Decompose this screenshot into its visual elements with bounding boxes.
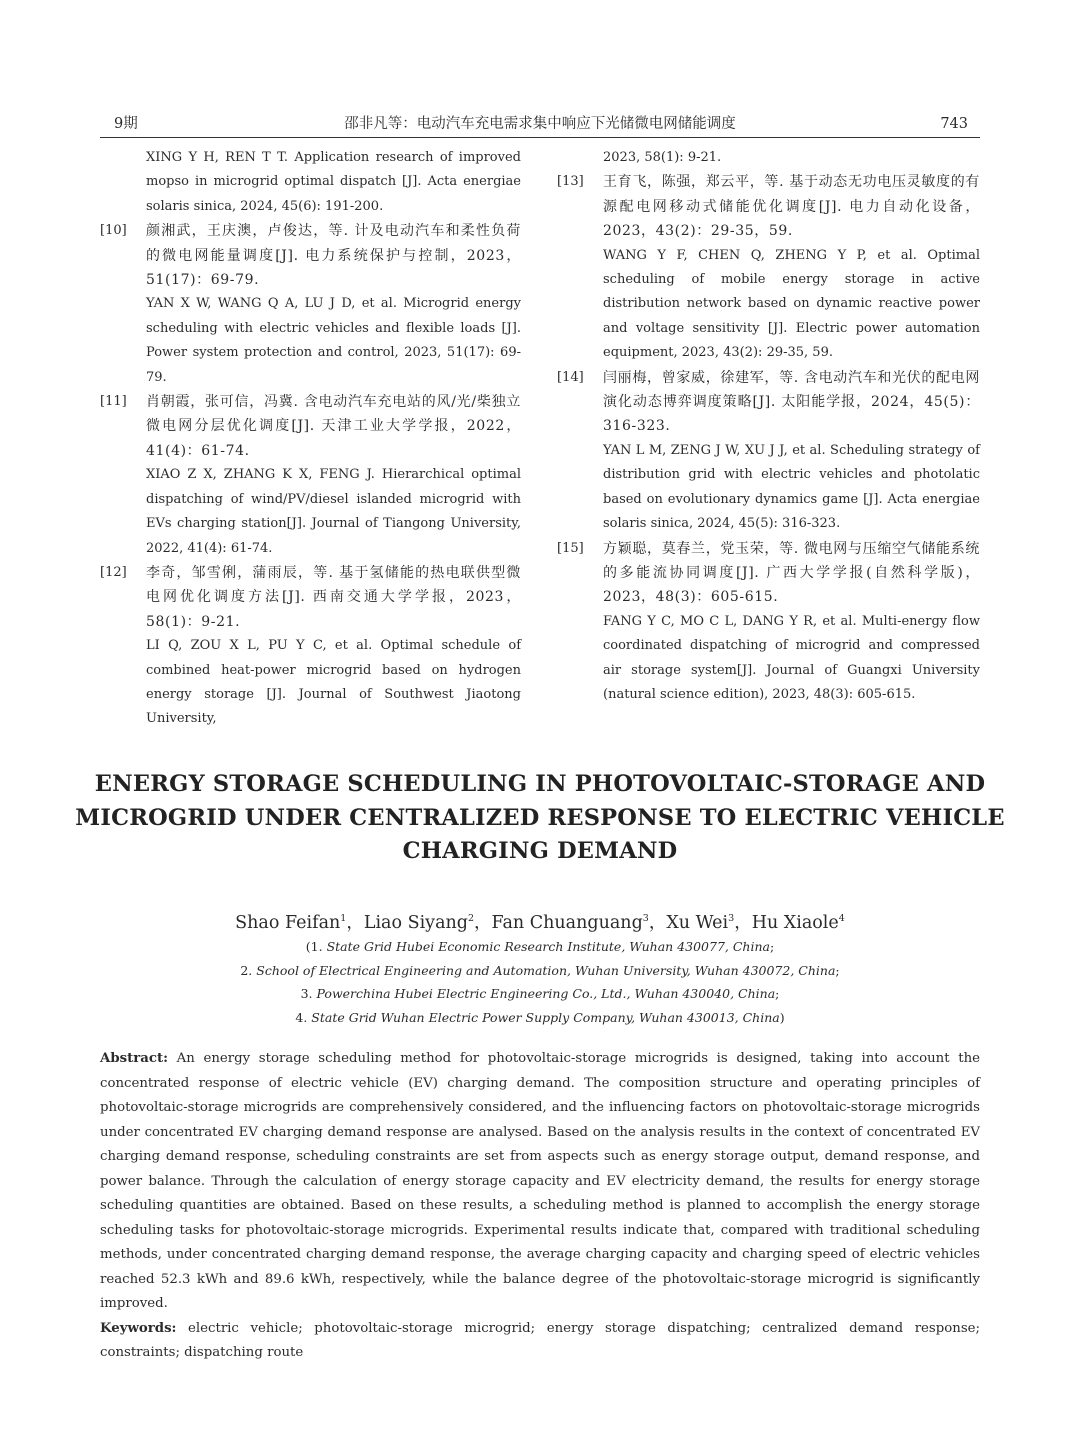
reference-text-en: YAN L M, ZENG J W, XU J J, et al. Scheduling strategy of distribution grid with electric vehicles and photolatic based on evolutionary dynamics game [J]. Acta energiae solaris sinica, 2024, 45(5): 316-323. — [603, 442, 980, 532]
paper-title-line: CHARGING DEMAND — [402, 838, 678, 864]
affiliation-end-mark: ; — [769, 939, 775, 954]
keywords-paragraph — [100, 1317, 980, 1366]
page-number: 743 — [940, 116, 968, 132]
author-affiliation-mark: 1 — [340, 913, 347, 924]
reference-text-en: 2023, 58(1): 9-21. — [603, 150, 722, 165]
paper-title-line: MICROGRID UNDER CENTRALIZED RESPONSE TO ELECTRIC VEHICLE — [75, 804, 1005, 831]
reference-entry — [557, 170, 980, 365]
reference-number: [13] — [557, 174, 584, 190]
reference-text-en: YAN X W, WANG Q A, LU J D, et al. Microgrid energy scheduling with electric vehicles and flexible loads [J]. Power system protection and control, 2023, 51(17): 69-79. — [146, 296, 521, 385]
affiliation-city: Wuhan 430013 — [639, 1009, 735, 1025]
reference-text-en: XIAO Z X, ZHANG K X, FENG J. Hierarchical optimal dispatching of wind/PV/diesel islanded microgrid with EVs charging station[J]. Journal of Tiangong University, 2022, 41(4): 61-74. — [146, 467, 521, 556]
author-name: Liao Siyang — [363, 912, 468, 933]
reference-text-cn: 肖朝霞，张可信，冯冀. 含电动汽车充电站的风/光/柴独立微电网分层优化调度[J]. 天津工业大学学报，2022，41(4)：61-74. — [146, 394, 521, 459]
affiliation-organization: State Grid Wuhan Electric Power Supply Company — [311, 1009, 632, 1025]
reference-number: [12] — [100, 564, 127, 580]
affiliation-line: 2. School of Electrical Engineering and Automation, Wuhan University, Wuhan 430072, China; — [240, 962, 840, 978]
abstract-label: Abstract: — [100, 1051, 169, 1066]
affiliation-number: (1. — [305, 939, 323, 954]
reference-entry — [100, 561, 521, 732]
reference-text-en: XING Y H, REN T T. Application research of improved mopso in microgrid optimal dispatch [J]. Acta energiae solaris sinica, 2024, 45(6): 191-200. — [146, 150, 521, 214]
paper-title-line: ENERGY STORAGE SCHEDULING IN PHOTOVOLTAIC-STORAGE AND — [94, 771, 986, 797]
references-right-column — [557, 146, 980, 707]
author-name: Hu Xiaole — [751, 912, 839, 933]
abstract-text: An energy storage scheduling method for photovoltaic-storage microgrids is designed, taking into account the concentrated response of electric vehicle (EV) charging demand. The composition structure and operating principles of photovoltaic-storage microgrids are comprehensively considered, and the influencing factors on photovoltaic-storage microgrids under concentrated EV charging demand response are analysed. Based on the analysis results in the context of concentrated EV charging demand response, scheduling constraints are set from aspects such as energy storage output, demand response, and power balance. Through the calculation of energy storage capacity and EV electricity demand, the results for energy storage scheduling quantities are obtained. Based on these results, a scheduling method is planned to accomplish the energy storage scheduling tasks for photovoltaic-storage microgrids. Experimental results indicate that, compared with traditional scheduling methods, under concentrated charging demand response, the average charging capacity and charging speed of electric vehicles reached 52.3 kWh and 89.6 kWh, respectively, while the balance degree of the photovoltaic-storage microgrid is significantly improved. — [100, 1051, 981, 1311]
author-name: Xu Wei — [666, 912, 729, 933]
affiliation-city: Wuhan 430072 — [694, 962, 791, 978]
reference-text-en: LI Q, ZOU X L, PU Y C, et al. Optimal schedule of combined heat-power microgrid based on hydrogen energy storage [J]. Journal of Southwest Jiaotong University, — [146, 638, 521, 727]
running-title: 邵非凡等：电动汽车充电需求集中响应下光储微电网储能调度 — [344, 116, 736, 132]
affiliation-number: 4. — [295, 1009, 308, 1025]
affiliation-line: (1. State Grid Hubei Economic Research Institute, Wuhan 430077, China; — [305, 939, 775, 954]
affiliation-country: China — [732, 939, 770, 954]
author-affiliation-mark: 3 — [728, 913, 735, 924]
author — [364, 913, 474, 933]
author — [666, 913, 734, 933]
author-affiliation-mark: 3 — [642, 913, 649, 924]
reference-number: [15] — [557, 540, 584, 556]
affiliation-city: Wuhan 430077 — [629, 939, 725, 954]
author — [235, 913, 346, 933]
author-name: Shao Feifan — [235, 912, 341, 933]
author-list: Shao Feifan$^1$，Liao Siyang$^2$，Fan Chuanguang$^3$，Xu Wei$^3$，Hu Xiaole$^4$ — [235, 912, 845, 933]
affiliation-list — [0, 935, 1080, 1029]
affiliation-city: Wuhan 430040 — [634, 986, 731, 1001]
reference-entry — [100, 390, 521, 561]
affiliation-line: 4. State Grid Wuhan Electric Power Supply Company, Wuhan 430013, China) — [295, 1009, 785, 1025]
references-left-column — [100, 146, 521, 732]
reference-text-cn: 李奇，邹雪俐，蒲雨辰，等. 基于氢储能的热电联供型微电网优化调度方法[J]. 西南交通大学学报，2023，58(1)：9-21. — [146, 564, 521, 630]
reference-number: [10] — [100, 223, 127, 239]
affiliation-end-mark: ; — [835, 962, 840, 978]
author — [492, 913, 649, 933]
affiliation-end-mark: ; — [775, 986, 780, 1001]
issue-number: 9期 — [114, 116, 138, 132]
affiliation-organization: Powerchina Hubei Electric Engineering Co., Ltd. — [316, 986, 627, 1001]
author-affiliation-mark: 4 — [838, 913, 845, 924]
reference-text-en: FANG Y C, MO C L, DANG Y R, et al. Multi-energy flow coordinated dispatching of microgrid and compressed air storage system[J]. Journal of Guangxi University (natural science edition), 2023, 48(3): 605-615. — [603, 613, 980, 702]
affiliation-number: 3. — [300, 986, 313, 1001]
abstract-section — [100, 1047, 980, 1366]
keywords-label: Keywords: — [100, 1320, 177, 1336]
affiliation-organization: School of Electrical Engineering and Automation — [256, 962, 568, 978]
affiliation-country: China — [798, 962, 836, 978]
affiliation-number: 2. — [240, 962, 253, 978]
reference-entry — [557, 146, 980, 170]
reference-text-cn: 颜湘武，王庆澳，卢俊达，等. 计及电动汽车和柔性负荷的微电网能量调度[J]. 电力系统保护与控制，2023，51(17)：69-79. — [146, 223, 521, 289]
affiliation-country: China — [738, 986, 776, 1001]
author-name: Fan Chuanguang — [491, 912, 643, 933]
reference-text-en: WANG Y F, CHEN Q, ZHENG Y P, et al. Optimal scheduling of mobile energy storage in active distribution network based on dynamic reactive power and voltage sensitivity [J]. Electric power automation equipment, 2023, 43(2): 29-35, 59. — [603, 247, 980, 361]
reference-entry — [100, 146, 521, 219]
abstract-paragraph — [100, 1047, 980, 1317]
reference-entry — [557, 537, 980, 708]
reference-entry — [100, 219, 521, 390]
reference-text-cn: 方颖聪，莫春兰，党玉荣，等. 微电网与压缩空气储能系统的多能流协同调度[J]. 广西大学学报(自然科学版)，2023，48(3)：605-615. — [603, 540, 980, 606]
affiliation-country: China — [742, 1009, 780, 1025]
reference-text-cn: 王育飞，陈强，郑云平，等. 基于动态无功电压灵敏度的有源配电网移动式储能优化调度[J]. 电力自动化设备，2023，43(2)：29-35，59. — [603, 174, 980, 240]
affiliation-line: 3. Powerchina Hubei Electric Engineering Co., Ltd., Wuhan 430040, China; — [300, 986, 780, 1001]
reference-number: [11] — [100, 394, 127, 410]
paper-title — [60, 768, 1020, 869]
author-affiliation-mark: 2 — [467, 913, 475, 924]
keywords-text: electric vehicle; photovoltaic-storage microgrid; energy storage dispatching; centralized demand response; constraints; dispatching route — [100, 1320, 980, 1360]
reference-entry — [557, 366, 980, 537]
running-header — [100, 113, 980, 138]
affiliation-university: Wuhan University — [574, 962, 687, 978]
reference-number: [14] — [557, 369, 584, 385]
affiliation-end-mark: ) — [779, 1009, 785, 1025]
reference-text-cn: 闫丽梅，曾家威，徐建军，等. 含电动汽车和光伏的配电网演化动态博弈调度策略[J]. 太阳能学报，2024，45(5)：316-323. — [603, 369, 980, 435]
affiliation-organization: State Grid Hubei Economic Research Institute — [326, 939, 622, 954]
author — [752, 913, 845, 933]
